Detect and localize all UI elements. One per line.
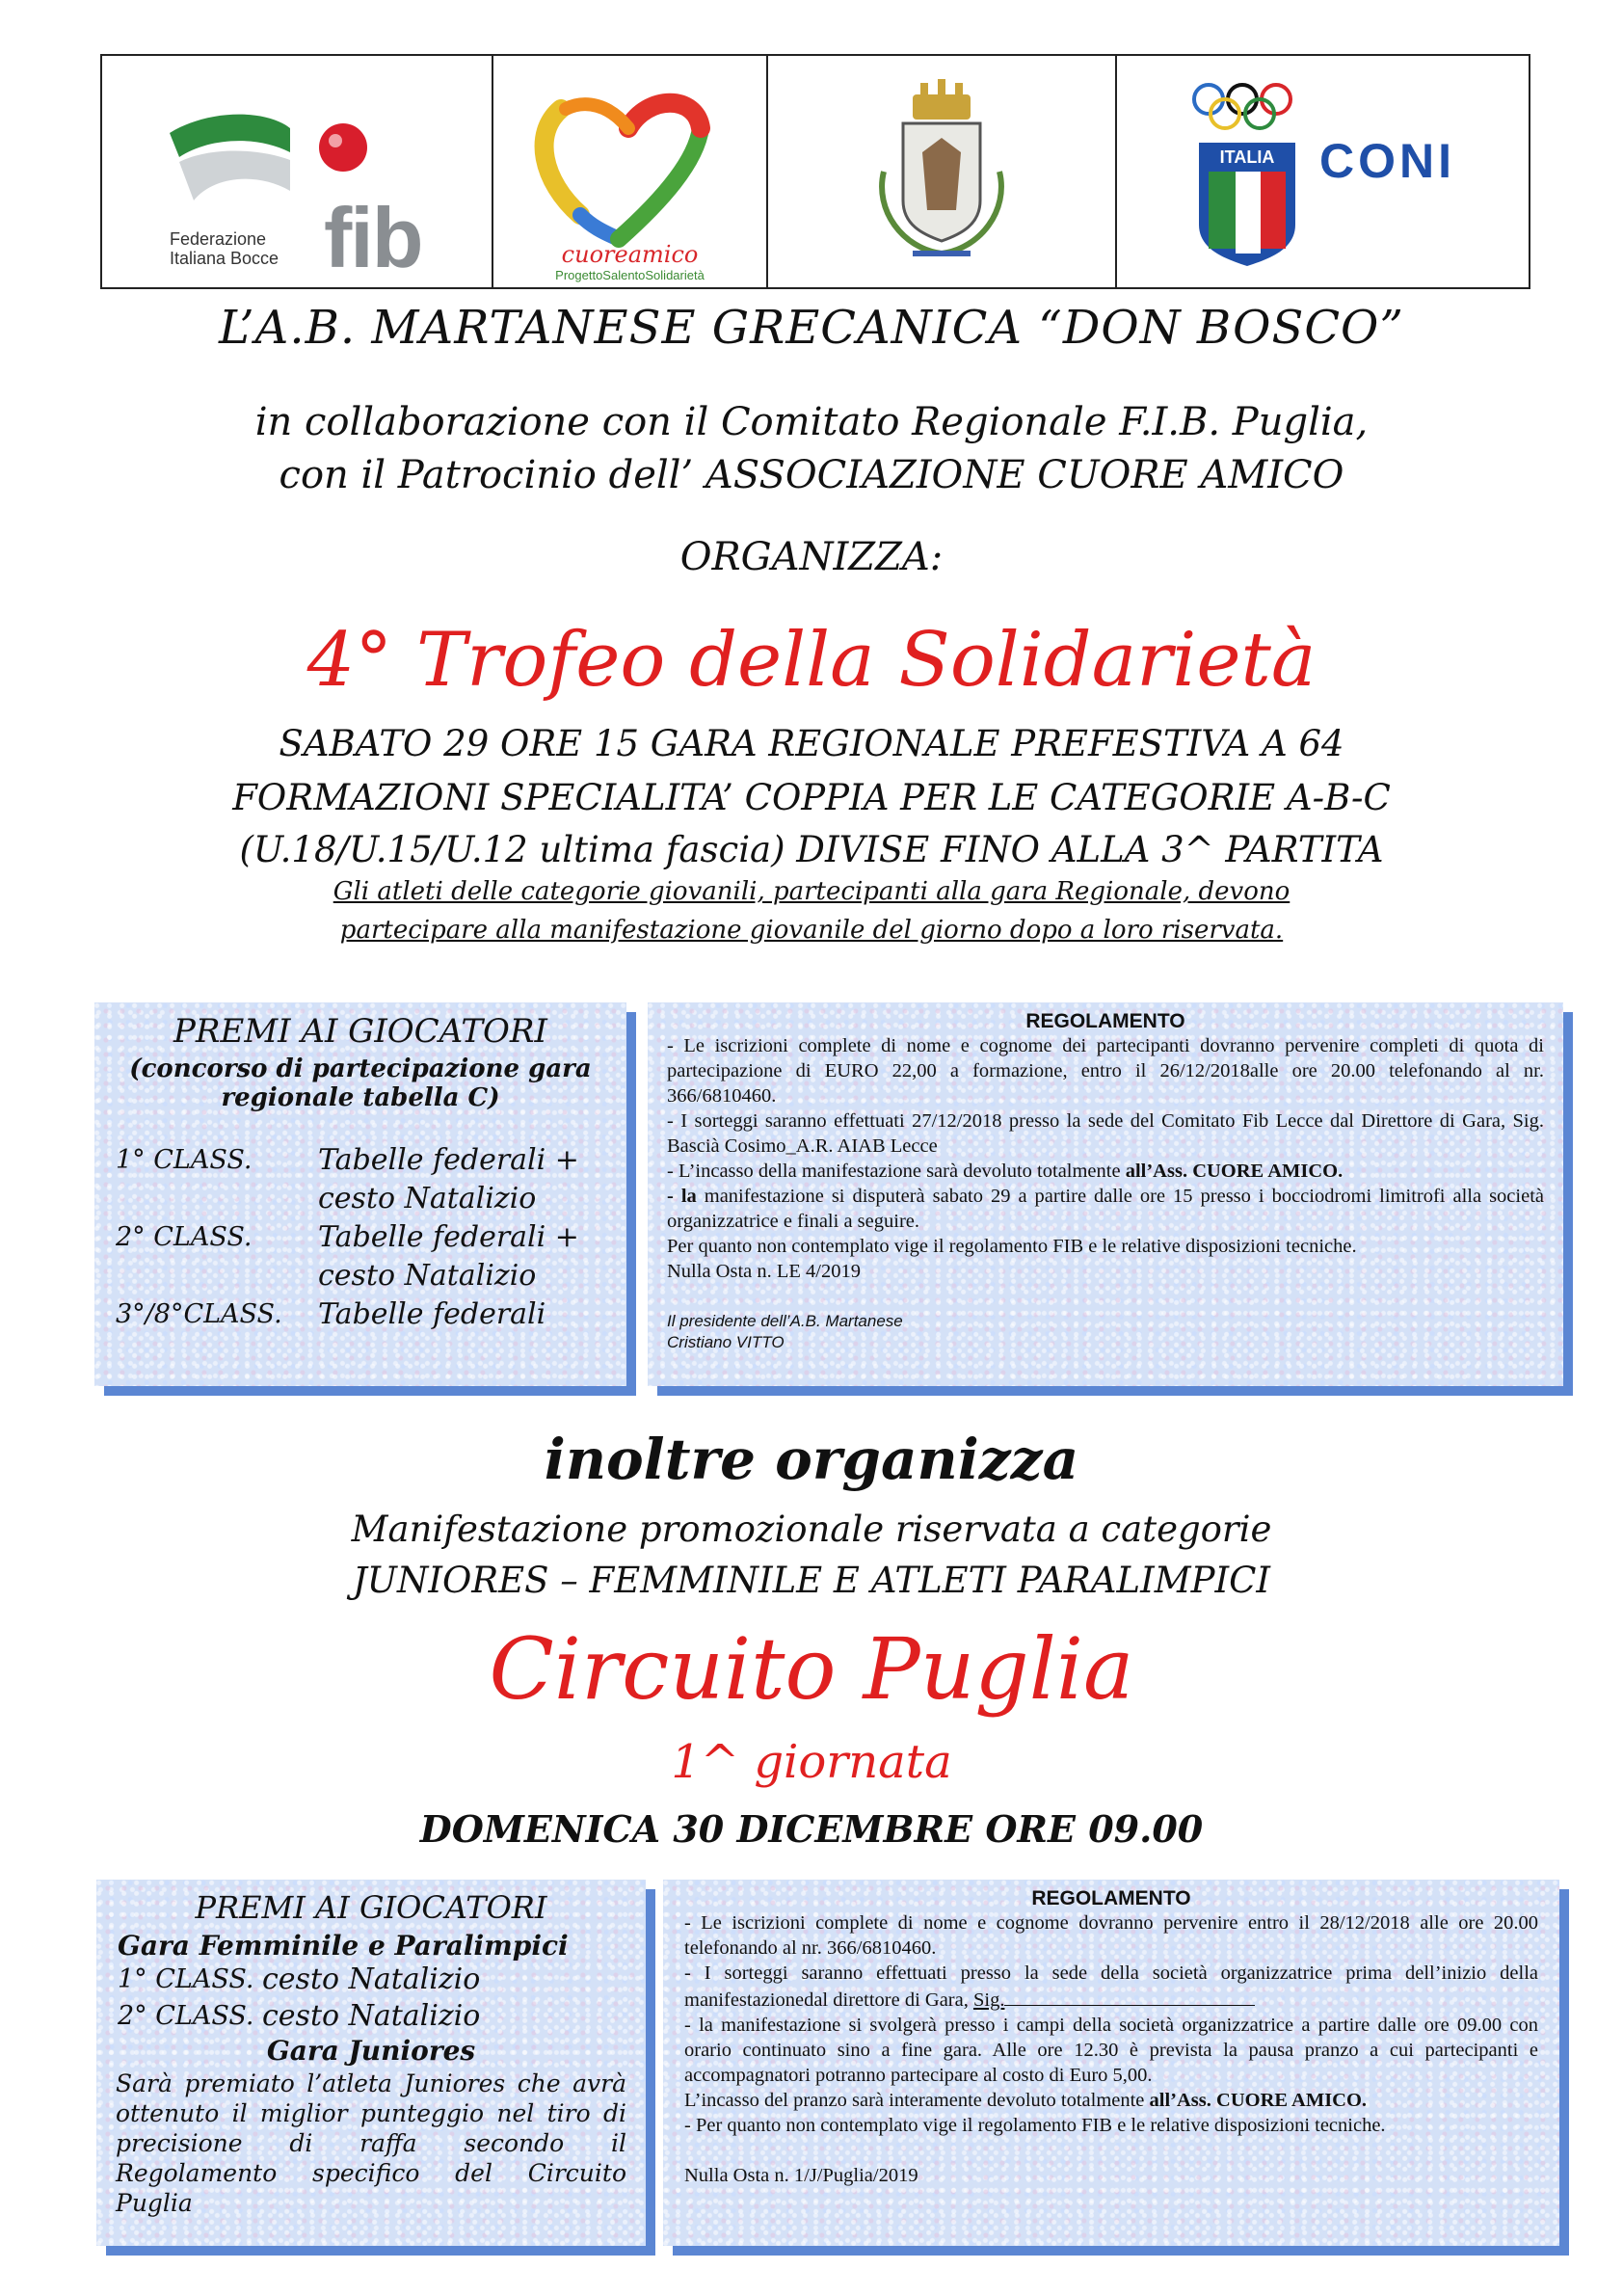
coni-text: CONI [1319,134,1455,188]
giornata: 1^ giornata [671,1735,952,1789]
rules1-signature: Il presidente dell’A.B. Martanese Cristiano VITTO [667,1312,903,1351]
collaboration-line1: in collaborazione con il Comitato Regionale F.I.B. Puglia, [254,400,1369,444]
rules-panel-2 [663,1880,1559,2246]
coni-logo [1117,56,1534,287]
organizer-title: L’A.B. MARTANESE GRECANICA “DON BOSCO” [219,301,1404,355]
fib-text-line2: Italiana Bocce [170,249,279,268]
fib-mark: fib [324,190,422,285]
event2-line2: JUNIORES – FEMMINILE E ATLETI PARALIMPICI [352,1560,1271,1601]
rules1-p4: - la manifestazione si disputerà sabato 29 a partire dalle ore 15 presso i bocciodromi limitrofi alla società organizzatrice e finali a seguire. [667,1186,1544,1232]
event1-line1: SABATO 29 ORE 15 GARA REGIONALE PREFESTIVA A 64 [279,723,1344,764]
rules1-title: REGOLAMENTO [1025,1010,1185,1032]
collaboration-line2: con il Patrocinio dell’ ASSOCIAZIONE CUORE AMICO [279,453,1344,497]
fib-logo [102,56,493,287]
prize-place: 2° CLASS. [116,1222,253,1252]
trofeo-title: 4° Trofeo della Solidarietà [306,617,1317,704]
rules2-p1: - Le iscrizioni complete di nome e cognome dovranno pervenire entro il 28/12/2018 alle ore 20.00 telefonando al nr. 366/6810460. [684,1912,1538,1959]
prize-place: 2° CLASS. [118,2001,254,2031]
juniores-text: Sarà premiato l’atleta Juniores che avrà ottenuto il miglior punteggio nel tiro di precisione di raffa secondo il Regolamento specifico del Circuito Puglia [116,2069,626,2217]
prize-place: 1° CLASS. [118,1964,254,1994]
event1-note1: Gli atleti delle categorie giovanili, partecipanti alla gara Regionale, devono [333,877,1290,906]
prize-place: 3°/8°CLASS. [116,1299,282,1329]
coat-of-arms-icon [768,56,1115,287]
prizes2-title: PREMI AI GIOCATORI [195,1889,547,1926]
event1-note2: partecipare alla manifestazione giovanile del giorno dopo a loro riservata. [339,916,1284,945]
prizes2-subtitle: Gara Femminile e Paralimpici [118,1930,569,1962]
organizza-label: ORGANIZZA: [679,535,944,579]
rules1-p6: Nulla Osta n. LE 4/2019 [667,1261,861,1282]
cuore-text: cuoreamico [561,241,699,268]
rules2-p5: - Per quanto non contemplato vige il regolamento FIB e le relative disposizioni tecniche. [684,2115,1386,2136]
prize-row [116,1218,626,1295]
fib-emblem-icon [102,56,492,287]
rules1-p1: - Le iscrizioni complete di nome e cognome dei partecipanti dovranno pervenire completi di quota di partecipazione di EURO 22,00 a formazione, entro il 26/12/2018alle ore 20.00 telefonando al nr. 366/6810460. [667,1035,1544,1107]
circuito-title: Circuito Puglia [489,1619,1134,1719]
prizes-panel-2 [96,1880,646,2246]
prize-row [116,1141,626,1218]
rules2-p6: Nulla Osta n. 1/J/Puglia/2019 [684,2165,918,2186]
rules2-title: REGOLAMENTO [1031,1887,1191,1909]
inoltre-organizza: inoltre organizza [544,1427,1079,1492]
cuore-subtext: ProgettoSalentoSolidarietà [555,268,705,282]
prize-value: cesto Natalizio [262,1962,481,1996]
prize-row [116,1295,626,1334]
prize-place: 1° CLASS. [116,1145,253,1175]
prizes-panel-1 [94,1002,626,1386]
rules-panel-1 [648,1002,1563,1386]
rules1-p5: Per quanto non contemplato vige il regolamento FIB e le relative disposizioni tecniche. [667,1236,1357,1257]
prize-value: Tabelle federali + [318,1143,579,1177]
fib-text-line1: Federazione [170,229,267,249]
prizes1-title: PREMI AI GIOCATORI [173,1012,547,1051]
prize-value: cesto Natalizio [318,1182,537,1215]
logo-strip [100,54,1530,289]
prize-value: cesto Natalizio [262,1999,481,2033]
prize-value: Tabelle federali [318,1297,546,1331]
rules2-p4: L’incasso del pranzo sarà interamente devoluto totalmente all’Ass. CUORE AMICO. [684,2090,1368,2111]
event2-date: DOMENICA 30 DICEMBRE ORE 09.00 [419,1807,1204,1851]
coni-country: ITALIA [1219,147,1275,167]
prizes1-list [94,1112,626,1334]
prize-value: Tabelle federali + [318,1220,579,1254]
prize-row [118,1998,646,2035]
prize-value: cesto Natalizio [318,1259,537,1293]
prizes1-subtitle1: (concorso di partecipazione gara [129,1055,592,1083]
crest-logo [768,56,1117,287]
prize-row [118,1962,646,1998]
event1-line2: FORMAZIONI SPECIALITA’ COPPIA PER LE CATEGORIE A-B-C [232,777,1391,818]
referee-name-blank [1004,1986,1255,2006]
event2-line1: Manifestazione promozionale riservata a categorie [351,1508,1272,1550]
cuore-amico-logo [493,56,768,287]
rules2-p2: - I sorteggi saranno effettuati presso la sede della società organizzatrice prima dell’inizio della manifestazionedal direttore di Gara, Sig. [684,1962,1538,2011]
rules2-p3: - la manifestazione si svolgerà presso i campi della società organizzatrice a partire dalle ore 09.00 con orario continuato sino a fine gara. Alle ore 12.30 è prevista la pausa pranzo a cui partecipanti e accompagnatori potranno partecipare al costo di Euro 5,00. [684,2015,1538,2086]
prizes1-subtitle2: regionale tabella C) [221,1083,500,1112]
juniores-title: Gara Juniores [266,2035,476,2067]
rules1-p3: - L’incasso della manifestazione sarà devoluto totalmente all’Ass. CUORE AMICO. [667,1161,1344,1182]
rules1-p2: - I sorteggi saranno effettuati 27/12/2018 presso la sede del Comitato Fib Lecce dal Direttore di Gara, Sig. Bascià Cosimo_A.R. AIAB Lecce [667,1110,1544,1157]
event1-line3: (U.18/U.15/U.12 ultima fascia) DIVISE FINO ALLA 3^ PARTITA [239,829,1384,870]
